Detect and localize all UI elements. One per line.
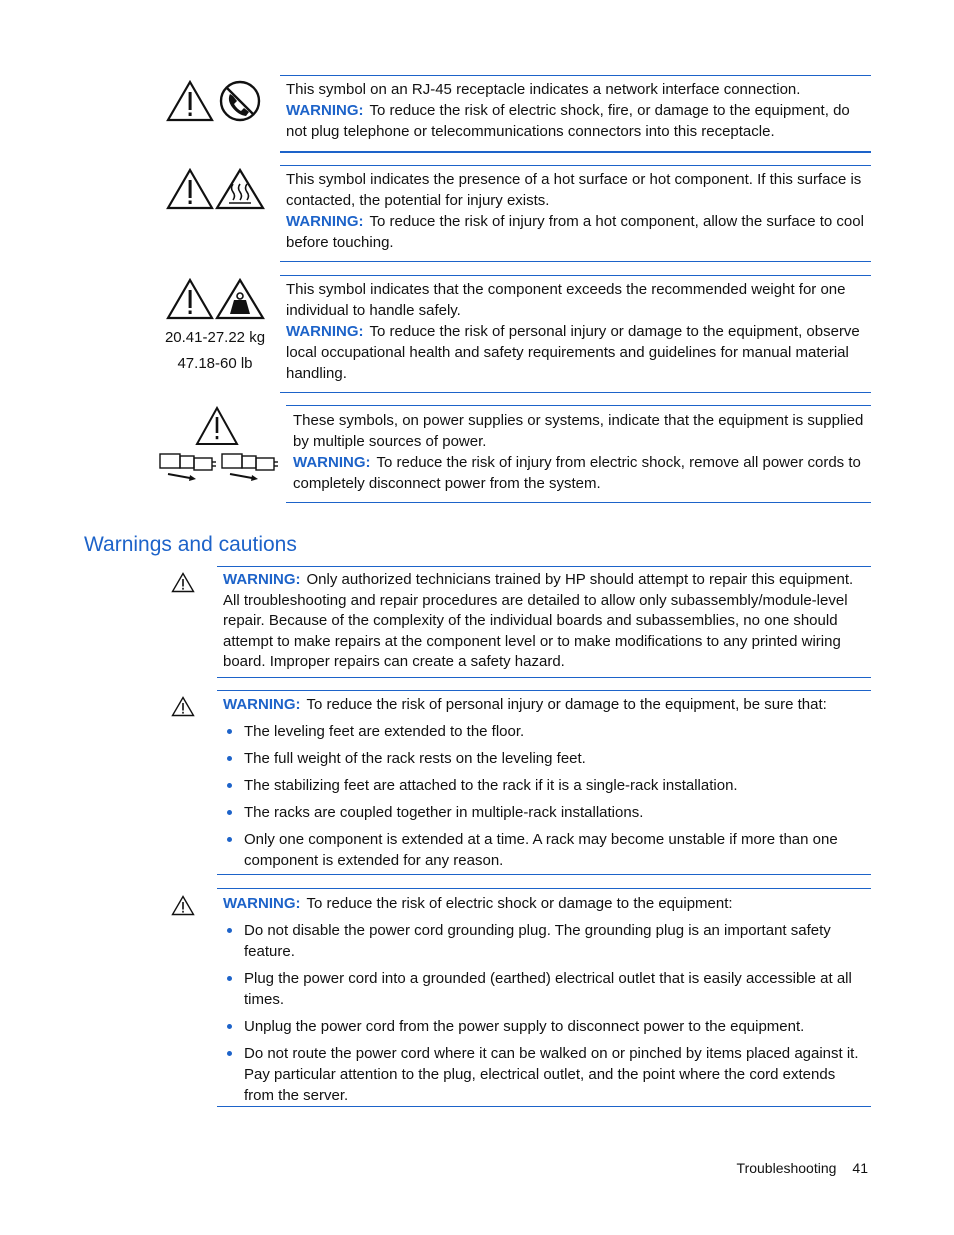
- warning-text: To reduce the risk of electric shock, fire, or damage to the equipment, do not plug telephone or telecommunications connectors into this receptacle.: [286, 102, 850, 140]
- symbol-row-2-icons: [166, 168, 266, 212]
- caution-triangle-icon: [171, 572, 195, 593]
- warning-3-top-rule: [217, 888, 871, 889]
- warning-label: WARNING:: [223, 696, 301, 713]
- symbol-row-1-icons: [166, 80, 266, 124]
- warning-text: Only authorized technicians trained by HP should attempt to repair this equipment. All troubleshooting and repair procedures are detailed to allow only subassembly/module-level repair. Because of the complexity of the individual boards and subassemblies, no one should attempt to make repairs at the component level or to make modifications to any printed wiring board. Improper repairs can create a safety hazard.: [223, 571, 854, 671]
- weight-lb-label: 47.18-60 lb: [177, 355, 253, 372]
- symbol-row-2-bottom-rule: [280, 261, 871, 262]
- list-item: Unplug the power cord from the power supply to disconnect power to the equipment.: [223, 1016, 863, 1037]
- symbol-row-4-top-rule: [286, 405, 871, 406]
- warning-paragraph: [223, 893, 863, 914]
- symbol-warning: [286, 211, 868, 253]
- symbol-row-4-icons: [156, 406, 280, 484]
- warning-label: WARNING:: [286, 323, 364, 340]
- list-item: The leveling feet are extended to the floor.: [223, 721, 863, 742]
- list-item: The racks are coupled together in multiple-rack installations.: [223, 802, 863, 823]
- list-item: Only one component is extended at a time. A rack may become unstable if more than one component is extended for any reason.: [223, 829, 863, 871]
- warning-3-body: [223, 893, 863, 1112]
- multiple-power-sources-icon: [160, 454, 278, 481]
- symbol-row-2-top-rule: [280, 165, 871, 166]
- warning-label: WARNING:: [223, 895, 301, 912]
- warning-2-icon: [171, 696, 195, 717]
- hot-surface-icon: [217, 170, 263, 208]
- symbol-row-1-text: [286, 79, 868, 142]
- page-footer: [737, 1158, 868, 1179]
- symbol-warning: [293, 452, 868, 494]
- list-item: The full weight of the rack rests on the leveling feet.: [223, 748, 863, 769]
- section-heading: Warnings and cautions: [84, 533, 297, 556]
- warning-paragraph: [223, 694, 863, 715]
- list-item: Do not disable the power cord grounding plug. The grounding plug is an important safety feature.: [223, 920, 863, 962]
- warning-2-bottom-rule: [217, 874, 871, 875]
- symbol-row-3-top-rule: [280, 275, 871, 276]
- warning-1-bottom-rule: [217, 677, 871, 678]
- warning-bullet-list: [223, 920, 863, 1106]
- warning-3-icon: [171, 895, 195, 916]
- list-item: Plug the power cord into a grounded (earthed) electrical outlet that is easily accessible at all times.: [223, 968, 863, 1010]
- warning-bullet-list: [223, 721, 863, 871]
- symbol-row-1-bottom-rule: [280, 151, 871, 153]
- symbol-description: This symbol indicates the presence of a hot surface or hot component. If this surface is contacted, the potential for injury exists.: [286, 171, 862, 209]
- list-item: The stabilizing feet are attached to the rack if it is a single-rack installation.: [223, 775, 863, 796]
- symbol-warning: [286, 100, 868, 142]
- page-number: 41: [852, 1160, 868, 1176]
- warning-label: WARNING:: [223, 571, 301, 588]
- weight-kg-label: 20.41-27.22 kg: [164, 329, 266, 346]
- warning-label: WARNING:: [286, 102, 364, 119]
- symbol-description: These symbols, on power supplies or systems, indicate that the equipment is supplied by multiple sources of power.: [293, 412, 864, 450]
- warning-text: To reduce the risk of injury from a hot component, allow the surface to cool before touching.: [286, 213, 864, 251]
- warning-label: WARNING:: [286, 213, 364, 230]
- warning-3-bottom-rule: [217, 1106, 871, 1107]
- warning-triangle-icon: [197, 408, 237, 444]
- symbol-description: This symbol on an RJ-45 receptacle indicates a network interface connection.: [286, 81, 801, 98]
- warning-1-top-rule: [217, 566, 871, 567]
- symbol-warning: [286, 321, 868, 384]
- warning-text: To reduce the risk of personal injury or damage to the equipment, be sure that:: [306, 696, 827, 713]
- symbol-row-3-icons: [166, 278, 266, 322]
- heavy-weight-icon: [217, 280, 263, 318]
- symbol-row-1-top-rule: [280, 75, 871, 76]
- warning-triangle-icon: [168, 82, 212, 120]
- symbol-row-3-bottom-rule: [280, 392, 871, 393]
- warning-triangle-icon: [168, 280, 212, 318]
- list-item: Do not route the power cord where it can be walked on or pinched by items placed against it. Pay particular attention to the plug, electrical outlet, and the point where the cord extends from the server.: [223, 1043, 863, 1106]
- warning-2-body: [223, 694, 863, 877]
- warning-paragraph: [223, 570, 863, 673]
- warning-label: WARNING:: [293, 454, 371, 471]
- symbol-description: This symbol indicates that the component exceeds the recommended weight for one individual to handle safely.: [286, 281, 846, 319]
- symbol-row-2-text: [286, 169, 868, 253]
- warning-triangle-icon: [168, 170, 212, 208]
- caution-triangle-icon: [171, 696, 195, 717]
- warning-text: To reduce the risk of electric shock or damage to the equipment:: [306, 895, 733, 912]
- warning-2-top-rule: [217, 690, 871, 691]
- warning-text: To reduce the risk of personal injury or damage to the equipment, observe local occupational health and safety requirements and guidelines for manual material handling.: [286, 323, 860, 382]
- caution-triangle-icon: [171, 895, 195, 916]
- symbol-row-4-text: [293, 410, 868, 494]
- warning-1-icon: [171, 572, 195, 593]
- symbol-row-3-text: [286, 279, 868, 384]
- warning-text: To reduce the risk of injury from electric shock, remove all power cords to completely disconnect power from the system.: [293, 454, 861, 492]
- no-telephone-icon: [221, 82, 259, 120]
- symbol-row-4-bottom-rule: [286, 502, 871, 503]
- footer-section: Troubleshooting: [736, 1160, 837, 1176]
- warning-1-body: [223, 570, 863, 673]
